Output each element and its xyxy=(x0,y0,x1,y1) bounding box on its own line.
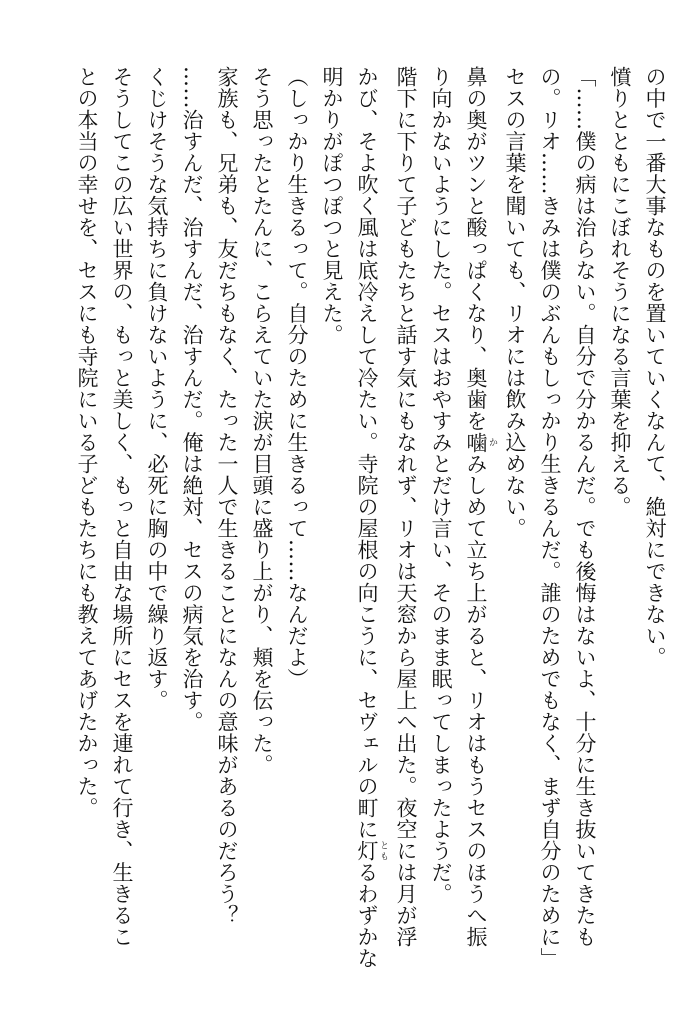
text-line: 憤りとともにこぼれそうになる言葉を抑える。 xyxy=(608,66,632,518)
text-line: そう思ったとたんに、こらえていた涙が目頭に盛り上がり、頬を伝った。 xyxy=(250,66,274,776)
text-line: 「……僕の病は治らない。自分で分かるんだ。でも後悔はないよ、十分に生き抜いてきたも xyxy=(573,66,597,948)
text-line: 階下に下りて子どもたちと話す気にもなれず、リオは天窓から屋上へ出た。夜空には月が浮 xyxy=(394,66,418,948)
text-line: （しっかり生きるって。自分のために生きるって……なんだよ） xyxy=(285,66,309,690)
text-line: との本当の幸せを、セスにも寺院にいる子どもたちにも教えてあげたかった。 xyxy=(75,66,99,819)
ruby-word xyxy=(355,840,388,862)
text-segment: かび、そよ吹く風は底冷えして冷たい。寺院の屋根の向こうに、セヴェルの町に xyxy=(355,66,379,840)
text-line: 明かりがぽつぽつと見えた。 xyxy=(320,66,344,346)
text-line: くじけそうな気持ちに負けないように、必死に胸の中で繰り返す。 xyxy=(145,66,169,711)
vertical-text-block xyxy=(69,66,672,969)
text-line: ……治すんだ、治すんだ、治すんだ。俺は絶対、セスの病気を治す。 xyxy=(180,66,204,733)
text-line: そうしてこの広い世界の、もっと美しく、もっと自由な場所にセスを連れて行き、生きるこ xyxy=(110,66,134,948)
ruby-reading: か xyxy=(487,431,497,453)
text-segment: みしめて立ち上がると、リオはもうセスのほうへ振 xyxy=(464,453,488,948)
text-line-with-ruby xyxy=(458,66,497,966)
text-line: 家族も、兄弟も、友だちもなく、たった一人で生きることになんの意味があるのだろう？ xyxy=(215,66,239,926)
text-segment: 鼻の奥がツンと酸っぱくなり、奥歯を xyxy=(464,66,488,432)
text-line: の中で一番大事なものを置いていくなんて、絶対にできない。 xyxy=(643,66,667,668)
ruby-base: 噛 xyxy=(464,431,488,453)
text-line: セスの言葉を聞いても、リオには飲み込めない。 xyxy=(503,66,527,539)
ruby-base: 灯 xyxy=(355,840,379,862)
ruby-word xyxy=(464,431,497,454)
text-line: り向かないようにした。セスはおやすみとだけ言い、そのまま眠ってしまったようだ。 xyxy=(429,66,453,905)
ruby-reading: とも xyxy=(378,840,388,862)
text-segment: るわずかな xyxy=(355,861,379,969)
text-line: の。リオ……きみは僕のぶんもしっかり生きるんだ。誰のためでもなく、まず自分のために」 xyxy=(538,66,562,969)
text-line-with-ruby xyxy=(349,66,388,969)
